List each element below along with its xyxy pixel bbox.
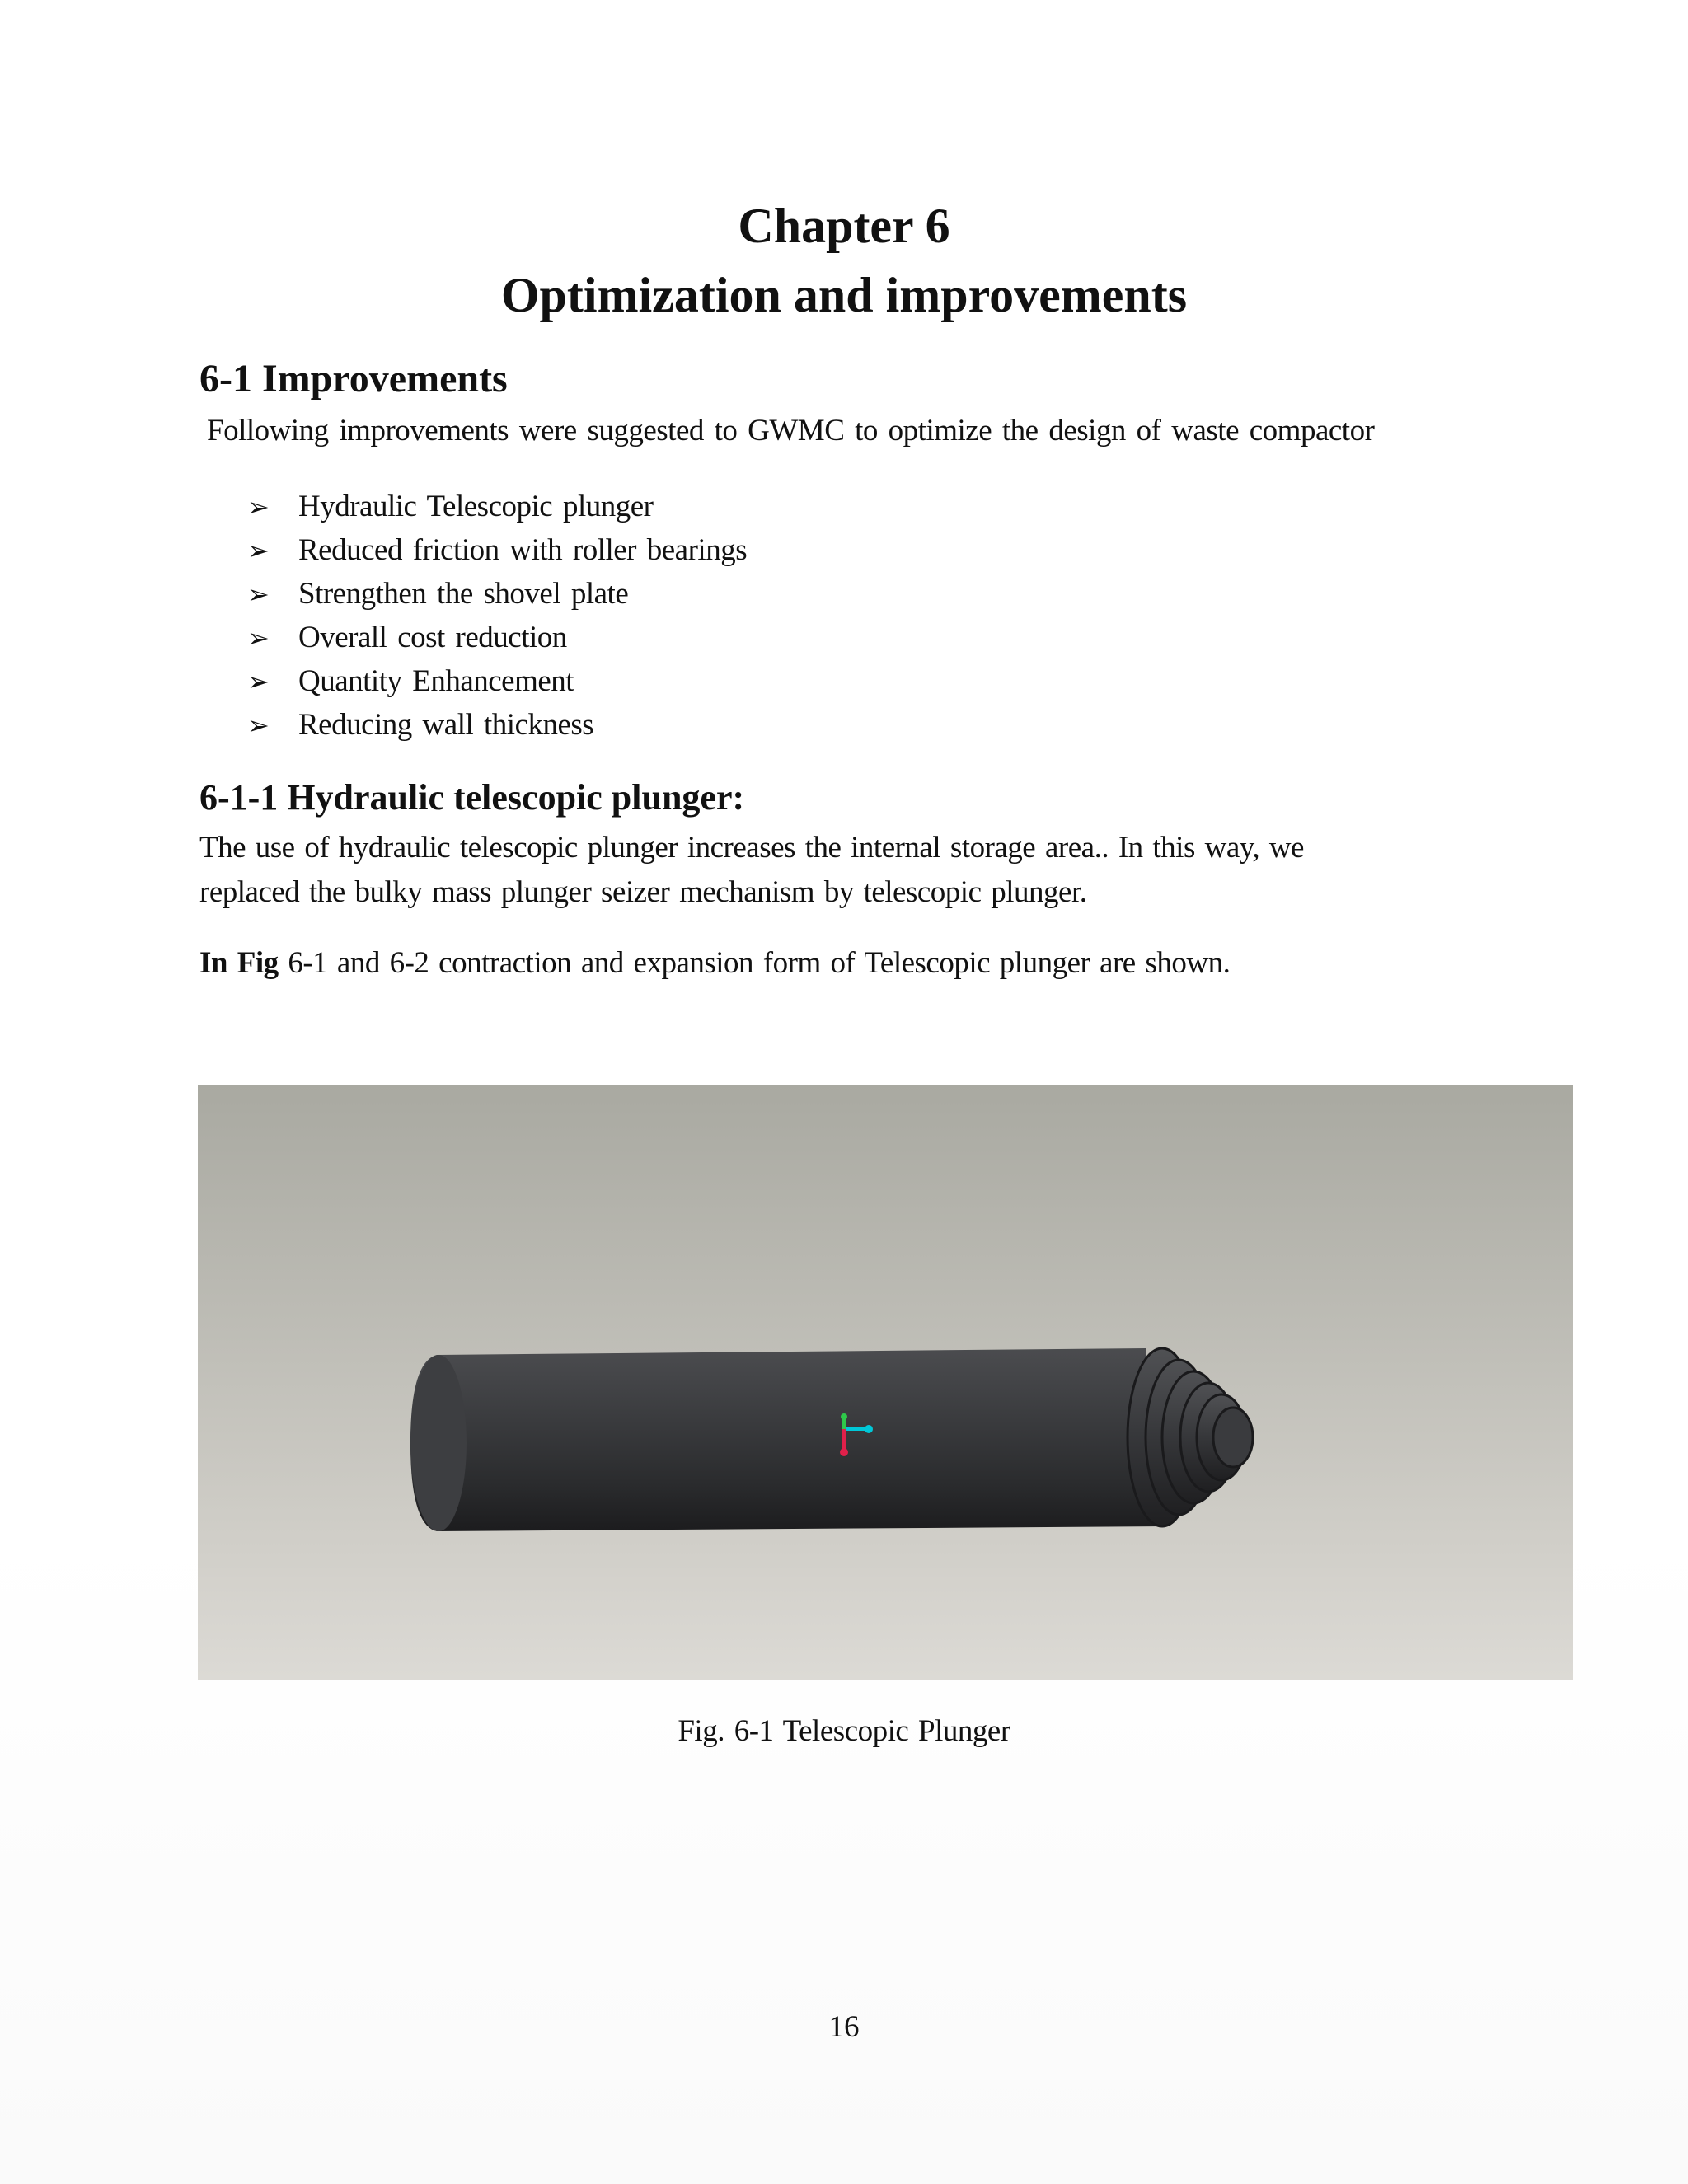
arrow-bullet-icon: ➢ bbox=[247, 622, 270, 654]
list-item bbox=[247, 616, 747, 659]
plunger-barrel bbox=[410, 1348, 1162, 1531]
arrow-bullet-icon: ➢ bbox=[247, 666, 270, 697]
arrow-bullet-icon: ➢ bbox=[247, 579, 270, 610]
subsection-heading: 6-1-1 Hydraulic telescopic plunger: bbox=[199, 777, 745, 818]
plunger-render-illustration bbox=[198, 1085, 1573, 1680]
figure-reference-text: 6-1 and 6-2 contraction and expansion form of Telescopic plunger are shown. bbox=[278, 946, 1231, 980]
list-item-text: Reducing wall thickness bbox=[298, 708, 594, 742]
figure-reference-bold: In Fig bbox=[199, 946, 279, 980]
plunger-stages bbox=[1128, 1348, 1253, 1526]
figure-caption: Fig. 6-1 Telescopic Plunger bbox=[678, 1714, 1010, 1748]
list-item bbox=[247, 485, 747, 528]
paragraph-line: The use of hydraulic telescopic plunger increases the internal storage area.. In this way, we bbox=[199, 831, 1304, 865]
paragraph-line: replaced the bulky mass plunger seizer mechanism by telescopic plunger. bbox=[199, 875, 1087, 909]
arrow-bullet-icon: ➢ bbox=[247, 535, 270, 566]
list-item bbox=[247, 528, 747, 572]
list-item-text: Reduced friction with roller bearings bbox=[298, 533, 748, 567]
improvements-list bbox=[247, 485, 747, 747]
list-item bbox=[247, 572, 747, 616]
figure-reference-paragraph bbox=[199, 941, 1230, 986]
list-item-text: Quantity Enhancement bbox=[298, 664, 574, 698]
section-intro: Following improvements were suggested to GWMC to optimize the design of waste compactor bbox=[207, 414, 1375, 448]
list-item-text: Hydraulic Telescopic plunger bbox=[298, 490, 654, 523]
chapter-subtitle: Optimization and improvements bbox=[500, 268, 1188, 322]
list-item bbox=[247, 659, 747, 703]
chapter-title: Chapter 6 bbox=[738, 199, 950, 253]
list-item bbox=[247, 703, 747, 747]
subsection-paragraph bbox=[199, 826, 1452, 915]
arrow-bullet-icon: ➢ bbox=[247, 710, 270, 741]
telescopic-plunger-figure bbox=[198, 1085, 1573, 1680]
list-item-text: Overall cost reduction bbox=[298, 621, 567, 654]
list-item-text: Strengthen the shovel plate bbox=[298, 577, 629, 611]
section-heading: 6-1 Improvements bbox=[199, 357, 508, 401]
arrow-bullet-icon: ➢ bbox=[247, 491, 270, 523]
page-number: 16 bbox=[828, 2010, 860, 2044]
